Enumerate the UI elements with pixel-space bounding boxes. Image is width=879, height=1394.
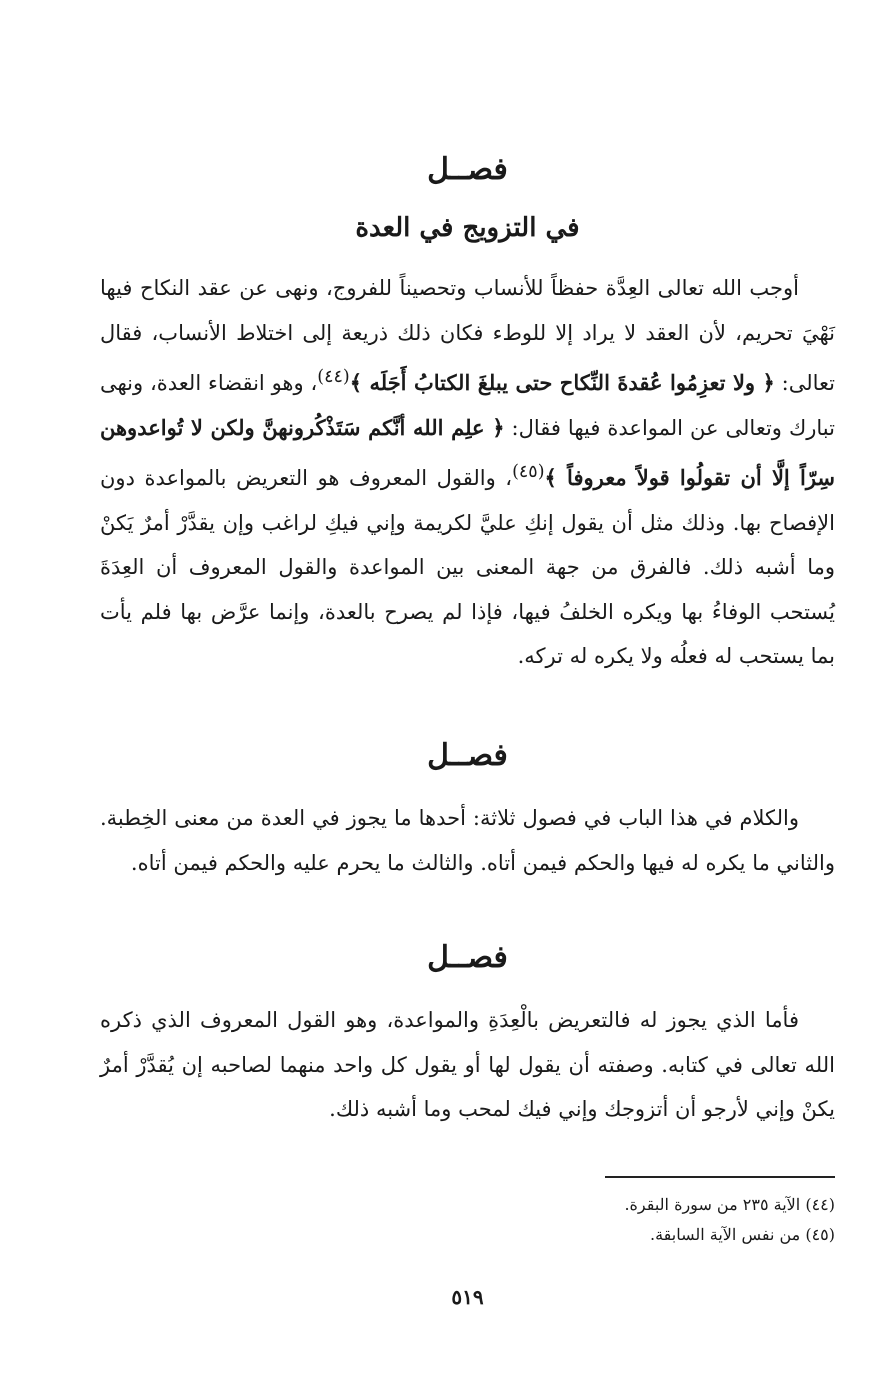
- section-heading-3: فصــل: [427, 940, 508, 975]
- paragraph-text: ، والقول المعروف هو التعريض بالمواعدة دون الإفصاح بها. وذلك مثل أن يقول إنكِ عليَّ لكريمة وإني فيكِ لراغب وإن يقدَّرْ أمرٌ يَكنْ وما أشبه ذلك. فالفرق من جهة المعنى بين المواعدة والقول المعروف أن العِدَةَ يُستحب الوفاءُ بها ويكره الخلفُ فيها، فإذا لم يصرح بالعدة، وإنما عرَّض بها فلم يأت بما يستحب له فعلُه ولا يكره له تركه.: [100, 466, 835, 668]
- footnote-item: (٤٤) الآية ٢٣٥ من سورة البقرة.: [624, 1195, 835, 1214]
- footnotes: [100, 1190, 835, 1250]
- quran-quote: ﴿ ولا تعزِمُوا عُقدةَ النِّكاح حتى يبلغَ الكتابُ أَجَلَه ﴾: [349, 370, 775, 395]
- paragraph-iddah-marriage: [100, 266, 835, 679]
- page-number: ٥١٩: [451, 1285, 484, 1309]
- section-heading-1: فصــل: [427, 152, 508, 187]
- footnote-ref: (٤٥): [512, 462, 545, 482]
- paragraph-text: والكلام في هذا الباب في فصول ثلاثة: أحدها ما يجوز في العدة من معنى الخِطبة. والثاني ما يكره له فيها والحكم فيمن أتاه. والثالث ما يحرم عليه والحكم فيمن أتاه.: [100, 806, 835, 875]
- quran-quote: ﴿ علِم الله أنَّكم سَتَذْكُرونهنَّ ولكن لا تُواعدوهن سِرّاً إلَّا أن تقولُوا قولاً معروفاً ﴾: [100, 414, 835, 490]
- section-subheading: في التزويج في العدة: [355, 213, 580, 243]
- paragraph-three-chapters: [100, 796, 835, 885]
- paragraph-permitted: [100, 998, 835, 1132]
- paragraph-text: فأما الذي يجوز له فالتعريض بالْعِدَةِ والمواعدة، وهو القول المعروف الذي ذكره الله تعالى في كتابه. وصفته أن يقول لها أو يقول كل واحد منهما لصاحبه إن يُقدَّرْ أمرٌ يكنْ وإني لأرجو أن أتزوجك وإني فيك لمحب وما أشبه ذلك.: [100, 1008, 835, 1121]
- footnote-divider: [605, 1176, 835, 1178]
- section-heading-2: فصــل: [427, 738, 508, 773]
- footnote-ref: (٤٤): [317, 367, 350, 387]
- book-page: [100, 0, 835, 1394]
- footnote-item: (٤٥) من نفس الآية السابقة.: [650, 1225, 835, 1244]
- paragraph-text: أوجب الله تعالى العِدَّة حفظاً للأنساب وتحصيناً للفروج، ونهى عن عقد النكاح فيها نَهْيَ تحريم، لأن العقد لا يراد إلا للوطء فكان ذلك ذريعة إلى اختلاط الأنساب، فقال تعالى:: [100, 276, 835, 395]
- paragraph-text: ، وهو انقضاء العدة، ونهى تبارك وتعالى عن المواعدة فيها فقال:: [100, 371, 835, 440]
